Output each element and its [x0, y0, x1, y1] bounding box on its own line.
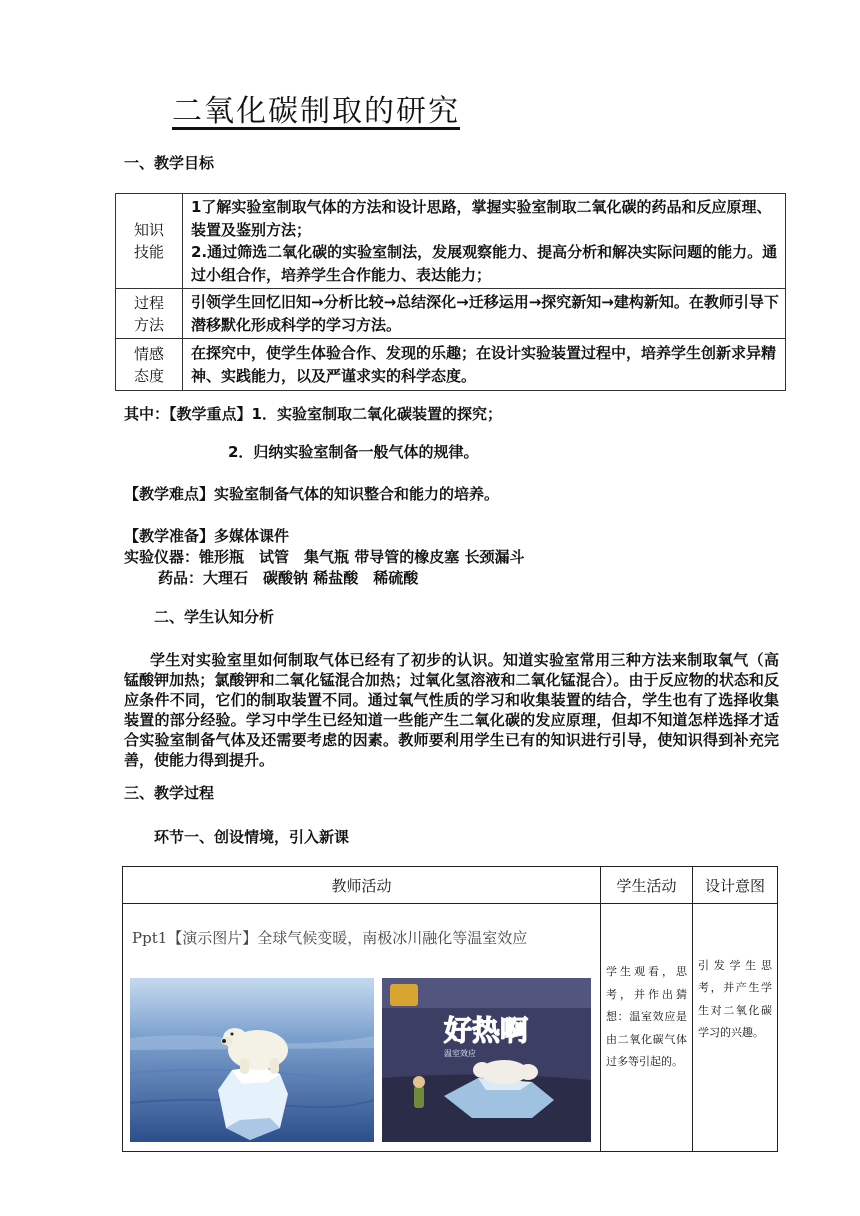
- section-heading-goals: 一、教学目标: [124, 154, 215, 172]
- section-heading-cognition: 二、学生认知分析: [154, 608, 275, 626]
- student-activity-text: 学生观看，思考，并作出猜想：温室效应是由二氧化碳气体过多等引起的。: [606, 965, 687, 1069]
- goals-line: 在探究中，使学生体验合作、发现的乐趣；在设计实验装置过程中，培养学生创新求异精神、实践能力，以及严谨求实的科学态度。: [191, 344, 777, 385]
- difficulty-label: 【教学难点】: [124, 485, 215, 503]
- goals-label: [116, 289, 183, 339]
- focus-item-2: 2．归纳实验室制备一般气体的规律。: [228, 443, 479, 461]
- poster-title: 好热啊: [443, 1014, 529, 1047]
- step1-heading: 环节一、创设情境，引入新课: [154, 828, 350, 846]
- goals-content: [183, 289, 786, 339]
- page-title: 二氧化碳制取的研究: [172, 94, 460, 129]
- teaching-focus: [124, 404, 502, 424]
- polar-bear-illustration: [130, 978, 374, 1142]
- focus-label: 其中：【教学重点】: [124, 405, 252, 423]
- goals-label: [116, 194, 183, 289]
- design-intent-text: 引发学生思考，并产生学生对二氧化碳学习的兴趣。: [698, 958, 772, 1039]
- goals-label-line: 情感: [133, 344, 164, 363]
- hot-poster-image: [382, 978, 591, 1142]
- goals-label-line: 过程: [133, 293, 164, 312]
- section-heading-process: 三、教学过程: [124, 784, 215, 802]
- ppt-line: Ppt1【演示图片】全球气候变暖，南极冰川融化等温室效应: [132, 929, 528, 947]
- student-activity-cell: [601, 904, 693, 1152]
- goals-label-line: 知识: [133, 221, 164, 239]
- teaching-difficulty: [124, 484, 499, 504]
- goals-content: [183, 339, 786, 391]
- goals-label-line: 方法: [133, 315, 164, 334]
- header-student-activity: 学生活动: [601, 867, 693, 904]
- goals-row-attitude: [116, 339, 786, 391]
- prep-text: 多媒体课件: [214, 527, 290, 545]
- cognition-paragraph: 学生对实验室里如何制取气体已经有了初步的认识。知道实验室常用三种方法来制取氧气（高锰酸钾加热；氯酸钾和二氧化锰混合加热；过氧化氢溶液和二氧化锰混合）。由于反应物的状态和反应条件不同，它们的制取装置不同。通过氧气性质的学习和收集装置的结合，学生也有了选择收集装置的部分经验。学习中学生已经知道一些能产生二氧化碳的发应原理，但却不知道怎样选择才适合实验室制备气体及还需要考虑的因素。教师要利用学生已有的知识进行引导，使知识得到补充完善，使能力得到提升。: [124, 651, 779, 769]
- goals-line: 引领学生回忆旧知→分析比较→总结深化→迁移运用→探究新知→建构新知。在教师引导下潜移默化形成科学的学习方法。: [191, 293, 779, 334]
- design-intent-cell: [693, 904, 778, 1152]
- poster-subtitle: 温室效应: [444, 1049, 476, 1058]
- header-design-intent: 设计意图: [693, 867, 778, 904]
- goals-row-knowledge: [116, 194, 786, 289]
- goals-row-method: [116, 289, 786, 339]
- prep-reagents: 药品：大理石 碳酸钠 稀盐酸 稀硫酸: [158, 569, 419, 587]
- goals-label: [116, 339, 183, 391]
- polar-bear-photo: [130, 978, 374, 1142]
- goals-label-line: 态度: [133, 366, 164, 385]
- goals-line: 1了解实验室制取气体的方法和设计思路，掌握实验室制取二氧化碳的药品和反应原理、装置及鉴别方法；: [191, 198, 772, 239]
- process-header-row: [123, 867, 778, 904]
- difficulty-text: 实验室制备气体的知识整合和能力的培养。: [214, 485, 500, 503]
- goals-content: [183, 194, 786, 289]
- header-teacher-activity: 教师活动: [123, 867, 601, 904]
- goals-table: [115, 193, 786, 391]
- goals-label-line: 技能: [133, 243, 164, 261]
- goals-line: 2.通过筛选二氧化碳的实验室制法，发展观察能力、提高分析和解决实际问题的能力。通过小组合作，培养学生合作能力、表达能力；: [191, 243, 778, 284]
- focus-item-1: 1．实验室制取二氧化碳装置的探究；: [251, 405, 502, 423]
- prep-instruments: 实验仪器：锥形瓶 试管 集气瓶 带导管的橡皮塞 长颈漏斗: [124, 548, 525, 566]
- teaching-prep: [124, 526, 289, 546]
- prep-label: 【教学准备】: [124, 527, 215, 545]
- hot-poster-illustration: [382, 978, 591, 1142]
